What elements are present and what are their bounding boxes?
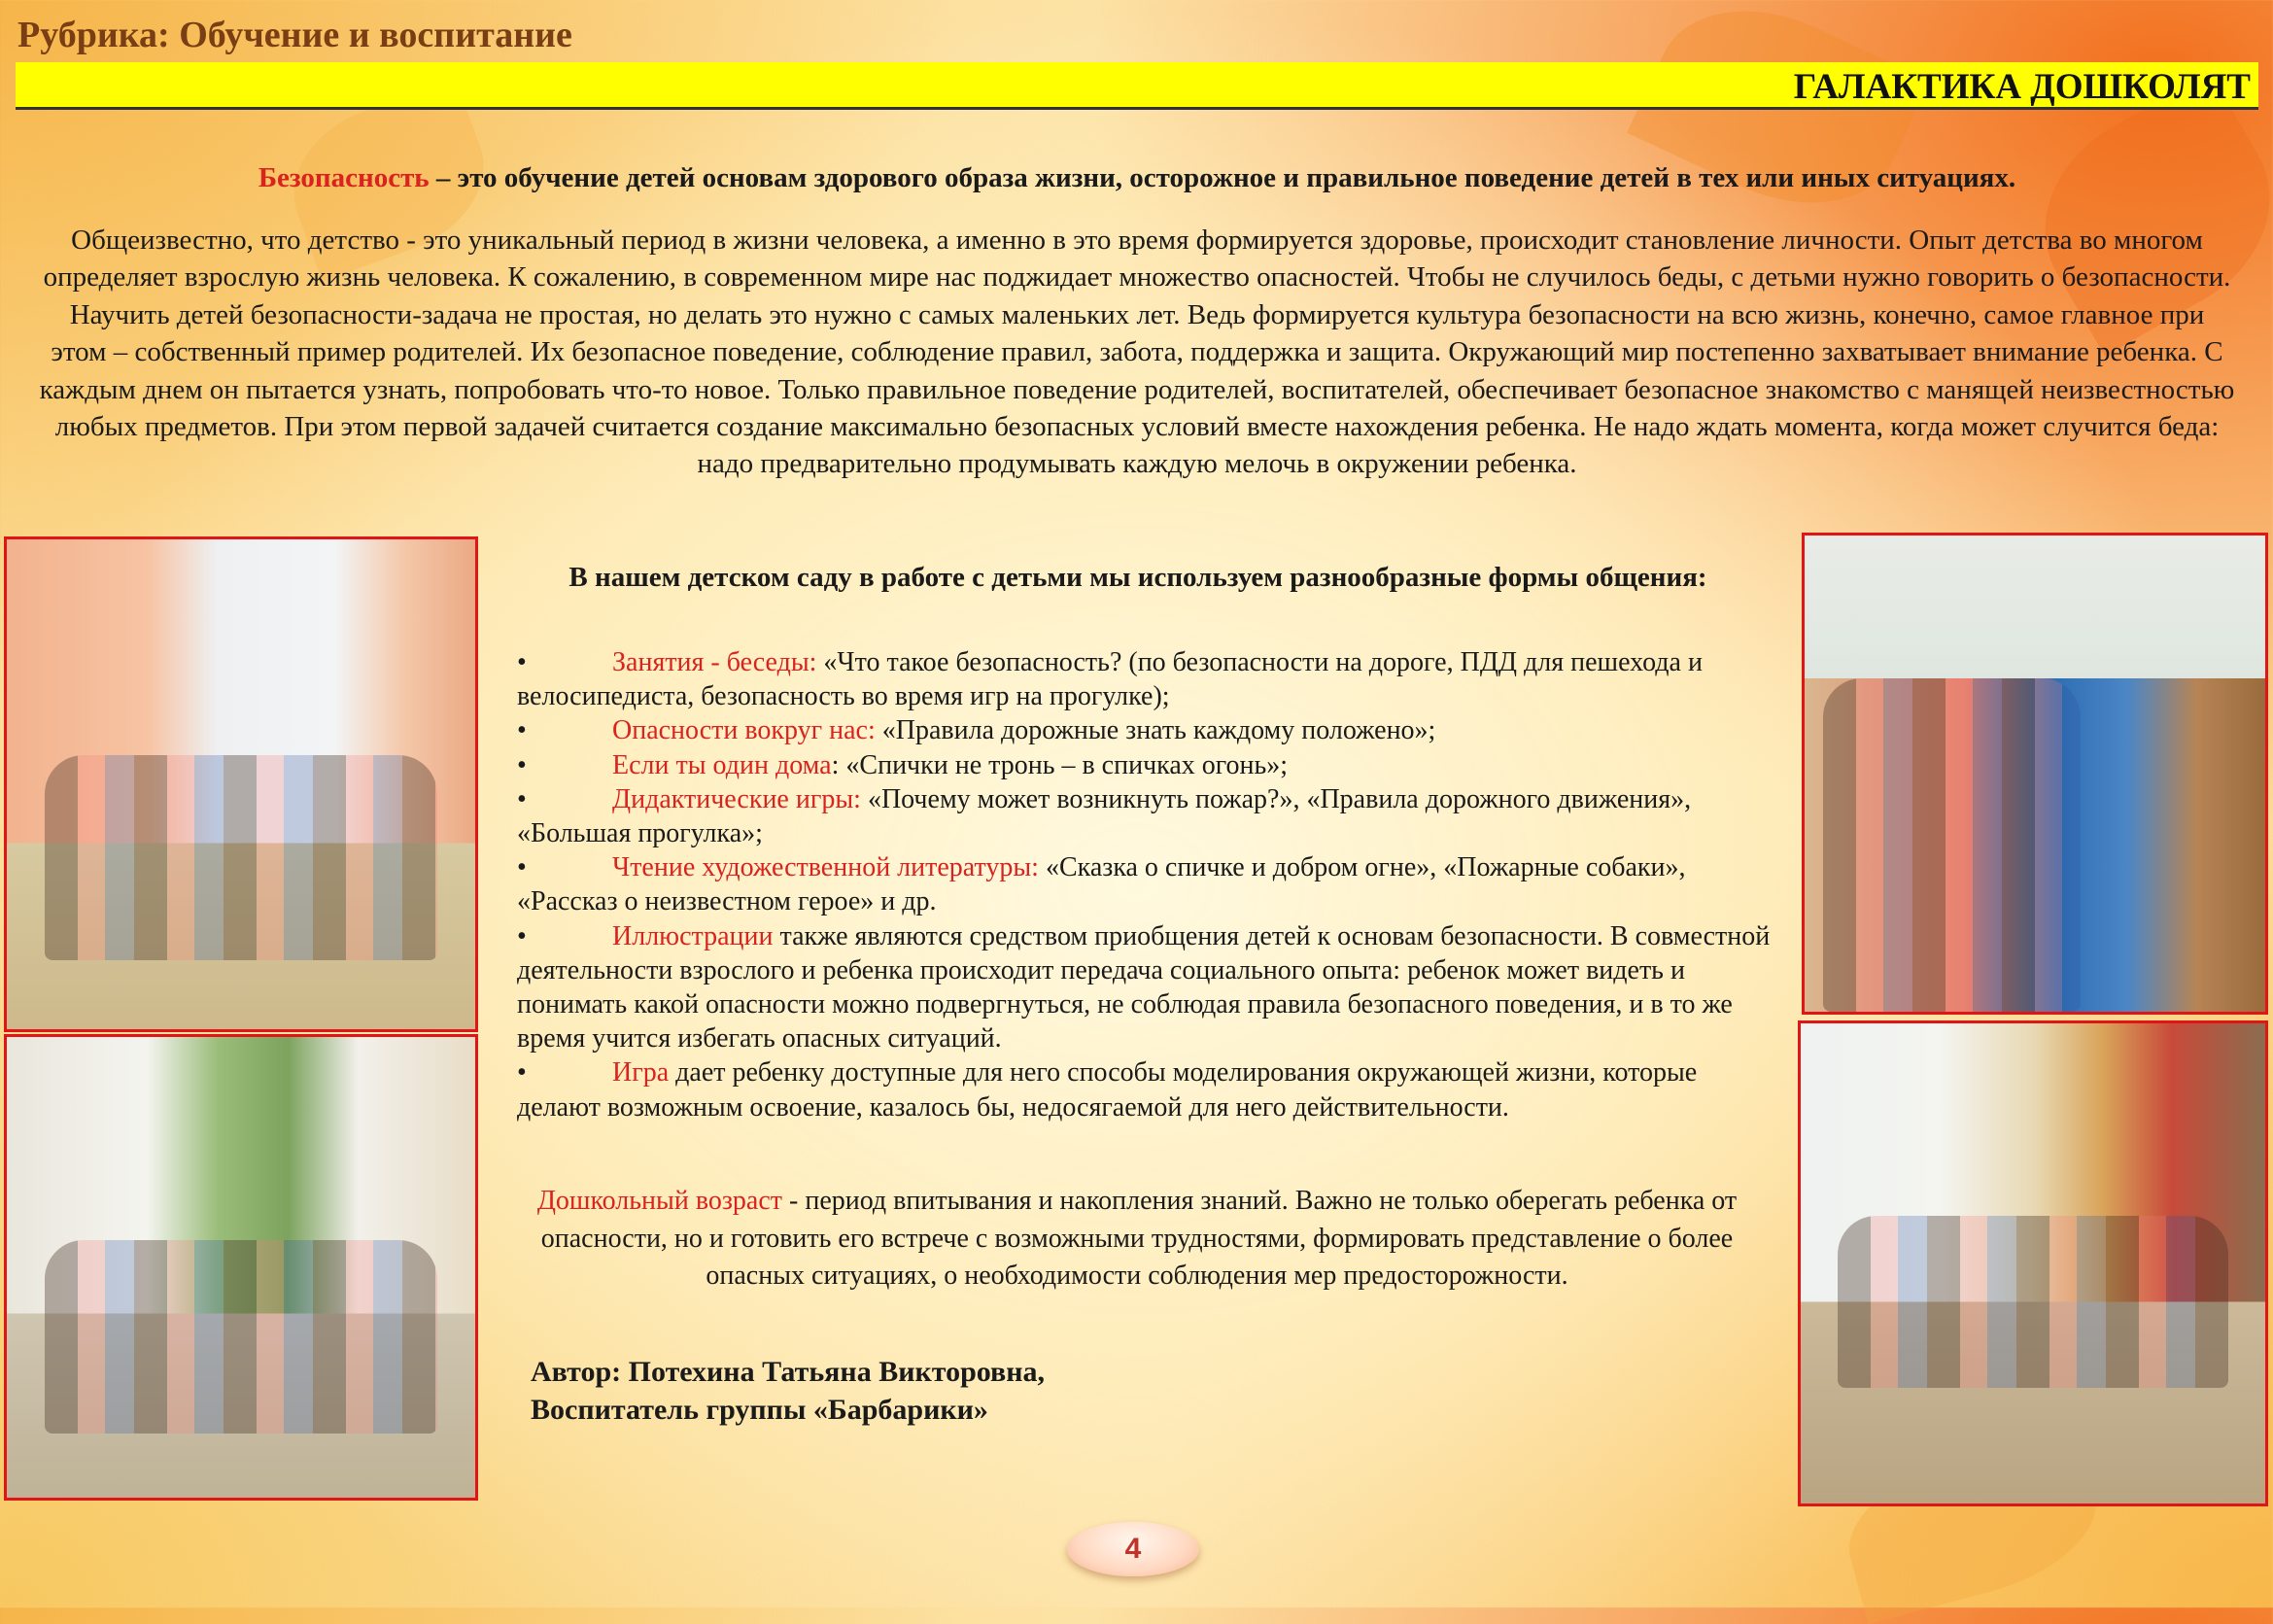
list-item-text: «Почему может возникнуть пожар?», «Правила дорожного движения», «Большая прогулка»; [517, 783, 1692, 849]
header-bar [16, 62, 2258, 110]
list-item-text: «Сказка о спичке и добром огне», «Пожарные собаки», «Рассказ о неизвестном герое» и др. [517, 852, 1686, 917]
photo-children-game [1798, 1020, 2268, 1506]
list-item [517, 645, 1780, 713]
forms-list [517, 645, 1780, 1124]
list-item-label: Чтение художественной литературы: [612, 852, 1039, 883]
photo-children-figures [1823, 678, 2081, 1012]
lead-paragraph [39, 162, 2235, 194]
page-number: 4 [1067, 1522, 1199, 1576]
bullet: • [517, 647, 527, 677]
lead-text: – это обучение детей основам здорового образа жизни, осторожное и правильное поведение детей в тех или иных ситуациях. [429, 162, 2016, 193]
list-item-label: Иллюстрации [612, 920, 774, 951]
author-block [531, 1353, 1045, 1429]
photo-children-board [1802, 533, 2268, 1015]
author-name: Автор: Потехина Татьяна Викторовна, [531, 1356, 1046, 1388]
list-item [517, 748, 1780, 782]
list-item-text: «Правила дорожные знать каждому положено»; [875, 715, 1436, 746]
intro-paragraph: Общеизвестно, что детство - это уникальный период в жизни человека, а именно в это время формируется здоровье, происходит становление личности. Опыт детства во многом определяет взрослую жизнь человека. К сожалению, в современном мире нас поджидает множество опасностей. Чтобы не случилось беды, с детьми нужно говорить о безопасности. Научить детей безопасности-задача не простая, но делать это нужно с самых маленьких лет. Ведь формируется культура безопасности на всю жизнь, конечно, самое главное при этом – собственный пример родителей. Их безопасное поведение, соблюдение правил, забота, поддержка и защита. Окружающий мир постепенно захватывает внимание ребенка. С каждым днем он пытается узнать, попробовать что-то новое. Только правильное поведение родителей, воспитателей, обеспечивает безопасное знакомство с манящей неизвестностью любых предметов. При этом первой задачей считается создание максимально безопасных условий вместе нахождения ребенка. Не надо ждать момента, когда может случится беда: надо предварительно продумывать каждую мелочь в окружении ребенка. [39, 225, 2235, 480]
rubric-title: Рубрика: Обучение и воспитание [17, 15, 572, 55]
list-item [517, 713, 1780, 747]
list-item-text: : «Спички не тронь – в спичках огонь»; [831, 749, 1289, 780]
bullet: • [517, 749, 527, 780]
author-role: Воспитатель группы «Барбарики» [531, 1394, 988, 1426]
bullet: • [517, 920, 527, 951]
conclusion-text: - период впитывания и накопления знаний. Важно не только оберегать ребенка от опасности, но и готовить его встрече с возможными трудностями, формировать представление о более опасных ситуациях, о необходимости соблюдения мер предосторожности. [540, 1186, 1738, 1291]
photo-children-figures [1838, 1216, 2228, 1389]
list-item [517, 850, 1780, 918]
conclusion-term: Дошкольный возраст [536, 1186, 783, 1216]
bullet: • [517, 852, 527, 883]
list-item-label: Если ты один дома [612, 749, 832, 780]
photo-children-figures [45, 755, 438, 961]
list-item-label: Дидактические игры: [612, 783, 861, 814]
bullet: • [517, 1057, 527, 1088]
list-item [517, 1055, 1780, 1123]
bullet: • [517, 715, 527, 746]
bullet: • [517, 783, 527, 814]
list-item-label: Занятия - беседы: [612, 647, 817, 677]
lead-term: Безопасность [258, 162, 430, 193]
photo-group-costumes [4, 536, 478, 1032]
forms-heading: В нашем детском саду в работе с детьми мы используем разнообразные формы общения: [568, 562, 1707, 593]
conclusion-paragraph [505, 1183, 1769, 1296]
photo-group-drawings [4, 1034, 478, 1501]
list-item-label: Опасности вокруг нас: [612, 715, 876, 746]
list-item-text: «Что такое безопасность? (по безопасности на дороге, ПДД для пешехода и велосипедиста, безопасность во время игр на прогулке); [517, 647, 1703, 712]
list-item-text: также являются средством приобщения детей к основам безопасности. В совместной деятельности взрослого и ребенка происходит передача социального опыта: ребенок может видеть и понимать какой опасности можно подвергнуться, не соблюдая правила безопасного поведения, и в то же время учится избегать опасных ситуаций. [517, 920, 1771, 1054]
autumn-leaf-decoration [1627, 0, 1930, 240]
list-item [517, 782, 1780, 850]
list-item [517, 919, 1780, 1056]
list-item-text: дает ребенку доступные для него способы моделирования окружающей жизни, которые делают возможным освоение, казалось бы, недосягаемой для него действительности. [517, 1057, 1698, 1123]
photo-children-figures [45, 1240, 438, 1434]
magazine-title: ГАЛАКТИКА ДОШКОЛЯТ [1793, 67, 2251, 107]
list-item-label: Игра [612, 1057, 670, 1088]
